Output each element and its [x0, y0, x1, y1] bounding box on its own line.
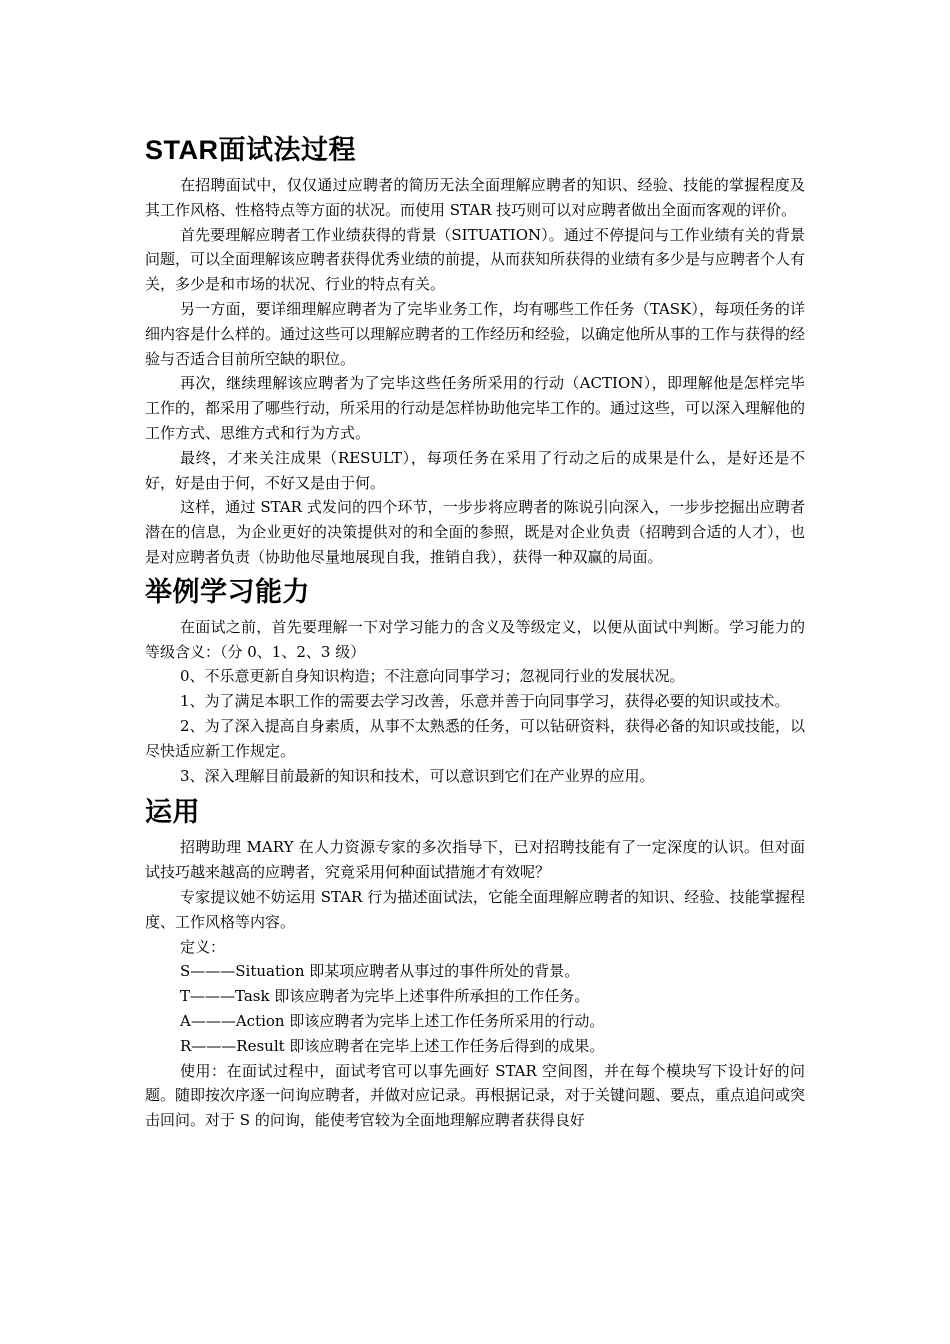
definition-label: 定义： [180, 937, 226, 956]
paragraph: 另一方面，要详细理解应聘者为了完毕业务工作，均有哪些工作任务（TASK），每项任务的详细内容是什么样的。通过这些可以理解应聘者的工作经历和经验，以确定他所从事的工作与获得的经验与否适合目前所空缺的职位。 [145, 299, 806, 368]
paragraph: 在招聘面试中，仅仅通过应聘者的简历无法全面理解应聘者的知识、经验、技能的掌握程度及其工作风格、性格特点等方面的状况。而使用 STAR 技巧则可以对应聘者做出全面而客观的评价。 [145, 176, 805, 219]
paragraph: 专家提议她不妨运用 STAR 行为描述面试法，它能全面理解应聘者的知识、经验、技能掌握程度、工作风格等内容。 [145, 887, 805, 931]
section-title: 举例学习能力 [145, 576, 310, 607]
definition-item: R———Result 即该应聘者在完毕上述工作任务后得到的成果。 [180, 1036, 605, 1055]
level-item: 3、深入理解目前最新的知识和技术，可以意识到它们在产业界的应用。 [180, 766, 655, 785]
level-item: 0、不乐意更新自身知识构造；不注意向同事学习；忽视同行业的发展状况。 [180, 667, 685, 686]
paragraph: 招聘助理 MARY 在人力资源专家的多次指导下，已对招聘技能有了一定深度的认识。但对面试技巧越来越高的应聘者，究竟采用何种面试措施才有效呢？ [145, 838, 805, 882]
paragraph: 这样，通过 STAR 式发问的四个环节，一步步将应聘者的陈说引向深入，一步步挖掘出应聘者潜在的信息，为企业更好的决策提供对的和全面的参照，既是对企业负责（招聘到合适的人才），也是对应聘者负责（协助他尽量地展现自我，推销自我），获得一种双赢的局面。 [145, 498, 805, 566]
section-learning-ability [145, 572, 805, 789]
paragraph: 再次，继续理解该应聘者为了完毕这些任务所采用的行动（ACTION），即理解他是怎样完毕工作的，都采用了哪些行动，所采用的行动是怎样协助他完毕工作的。通过这些，可以深入理解他的工作方式、思维方式和行为方式。 [145, 374, 806, 442]
level-item: 2、为了深入提高自身素质，从事不太熟悉的任务，可以钻研资料，获得必备的知识或技能，以尽快适应新工作规定。 [145, 716, 805, 760]
paragraph: 使用：在面试过程中，面试考官可以事先画好 STAR 空间图，并在每个模块写下设计好的问题。随即按次序逐一问询应聘者，并做对应记录。再根据记录，对于关键问题、要点，重点追问或突击回问。对于 S 的问询，能使考官较为全面地理解应聘者获得良好 [145, 1061, 806, 1130]
definition-item: A———Action 即该应聘者为完毕上述工作任务所采用的行动。 [180, 1011, 605, 1030]
section-title: STAR面试法过程 [145, 135, 356, 165]
paragraph: 首先要理解应聘者工作业绩获得的背景（SITUATION）。通过不停提问与工作业绩有关的背景问题，可以全面理解该应聘者获得优秀业绩的前提，从而获知所获得的业绩有多少是与应聘者个人有关，多少是和市场的状况、行业的特点有关。 [145, 225, 806, 294]
section-title: 运用 [145, 797, 200, 828]
level-item: 1、为了满足本职工作的需要去学习改善，乐意并善于向同事学习，获得必要的知识或技术。 [180, 692, 790, 711]
section-application [145, 792, 805, 1133]
section-star-process [145, 130, 805, 570]
paragraph: 在面试之前，首先要理解一下对学习能力的含义及等级定义，以便从面试中判断。学习能力的等级含义：（分 0、1、2、3 级） [145, 617, 805, 661]
definition-item: T———Task 即该应聘者为完毕上述事件所承担的工作任务。 [180, 987, 590, 1006]
paragraph: 最终，才来关注成果（RESULT），每项任务在采用了行动之后的成果是什么，是好还是不好，好是由于何，不好又是由于何。 [145, 448, 805, 492]
definition-item: S———Situation 即某项应聘者从事过的事件所处的背景。 [180, 962, 580, 981]
